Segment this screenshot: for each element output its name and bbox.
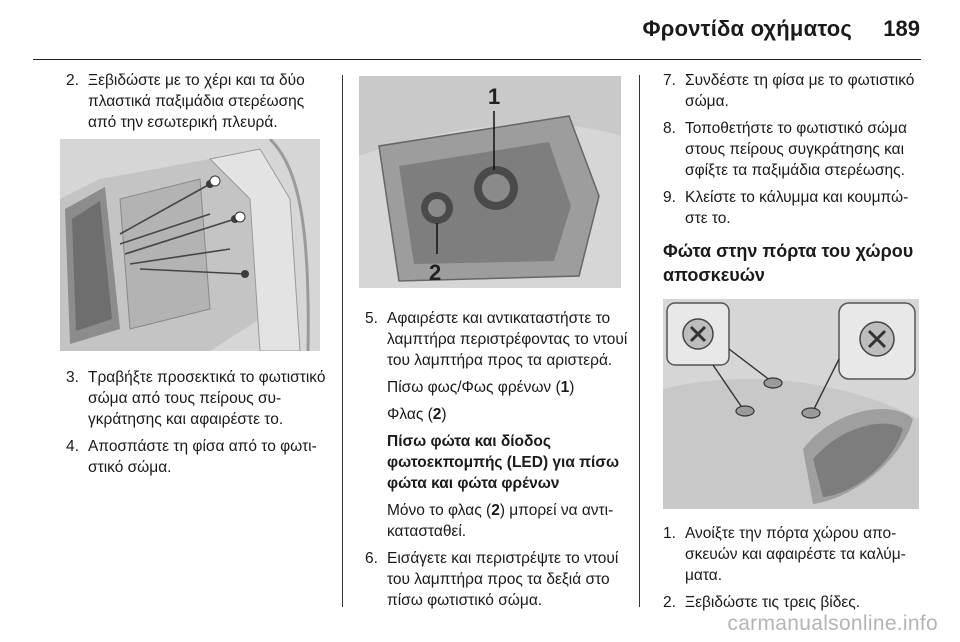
step-2b (663, 592, 925, 613)
header-divider (33, 59, 921, 60)
step-number: 2. (663, 594, 676, 611)
column-1 (66, 70, 328, 484)
step-text: Εισάγετε και περιστρέψτε το ντουί του λαμπτήρα προς τα δεξιά στο πίσω φωτιστικό σώμα. (387, 550, 619, 609)
column-divider-2 (639, 75, 640, 607)
step-text: Συνδέστε τη φίσα με το φωτιστικό σώμα. (685, 72, 915, 110)
column-3 (663, 70, 925, 619)
lamp-rear-brake: Πίσω φως/Φως φρένων (1) (387, 379, 575, 396)
label-1: 1 (488, 84, 501, 109)
step-number: 3. (66, 369, 79, 386)
step-8 (663, 118, 925, 181)
step-text: Αφαιρέστε και αντικαταστήστε το λαμπτήρα περιστρέφοντας το ντουί του λαμπτήρα προς τα αριστερά. (387, 310, 628, 369)
lamp-turn-signal: Φλας (2) (387, 406, 447, 423)
step-4 (66, 436, 328, 478)
page-title: Φροντίδα οχήματος (642, 16, 852, 41)
section-heading: Φώτα στην πόρτα του χώρου αποσκευών (663, 241, 914, 285)
step-6 (365, 548, 629, 611)
page-number: 189 (883, 16, 920, 41)
figure-bulb-positions (359, 76, 621, 288)
step-number: 9. (663, 189, 676, 206)
step-1 (663, 523, 925, 586)
step-number: 2. (66, 72, 79, 89)
figure-tailgate-screws (663, 299, 919, 509)
step-text: Τραβήξτε προσεκτικά το φωτιστικό σώμα από τους πείρους συγκράτησης και αφαιρέστε το. (88, 369, 326, 428)
step-3 (66, 367, 328, 430)
step-text: Κλείστε το κάλυμμα και κουμπώστε το. (685, 189, 909, 227)
step-text: Αποσπάστε τη φίσα από το φωτιστικό σώμα. (88, 438, 317, 476)
step-number: 8. (663, 120, 676, 137)
led-subheading: Πίσω φώτα και δίοδος φωτοεκπομπής (LED) για πίσω φώτα και φώτα φρένων (387, 433, 620, 492)
step-7 (663, 70, 925, 112)
step-number: 7. (663, 72, 676, 89)
step-9 (663, 187, 925, 229)
label-2: 2 (429, 260, 442, 285)
step-text: Ανοίξτε την πόρτα χώρου αποσκευών και αφαιρέστε τα καλύμματα. (685, 525, 906, 584)
column-divider-1 (342, 75, 343, 607)
step-text: Ξεβιδώστε με το χέρι και τα δύο πλαστικά παξιμάδια στερέωσης από την εσωτερική πλευρά. (88, 72, 305, 131)
step-2 (66, 70, 328, 133)
step-5 (365, 308, 629, 371)
step-number: 5. (365, 310, 378, 327)
led-note: Μόνο το φλας (2) μπορεί να αντικατασταθεί. (387, 502, 614, 540)
step-text: Τοποθετήστε το φωτιστικό σώμα στους πείρους συγκράτησης και σφίξτε τα παξιμάδια στερέωσης. (685, 120, 907, 179)
step-number: 1. (663, 525, 676, 542)
step-number: 6. (365, 550, 378, 567)
column-2 (365, 70, 629, 617)
figure-taillight-nuts (60, 139, 320, 351)
watermark: carmanualsonline.info (727, 612, 938, 635)
step-number: 4. (66, 438, 79, 455)
step-text: Ξεβιδώστε τις τρεις βίδες. (685, 594, 861, 611)
